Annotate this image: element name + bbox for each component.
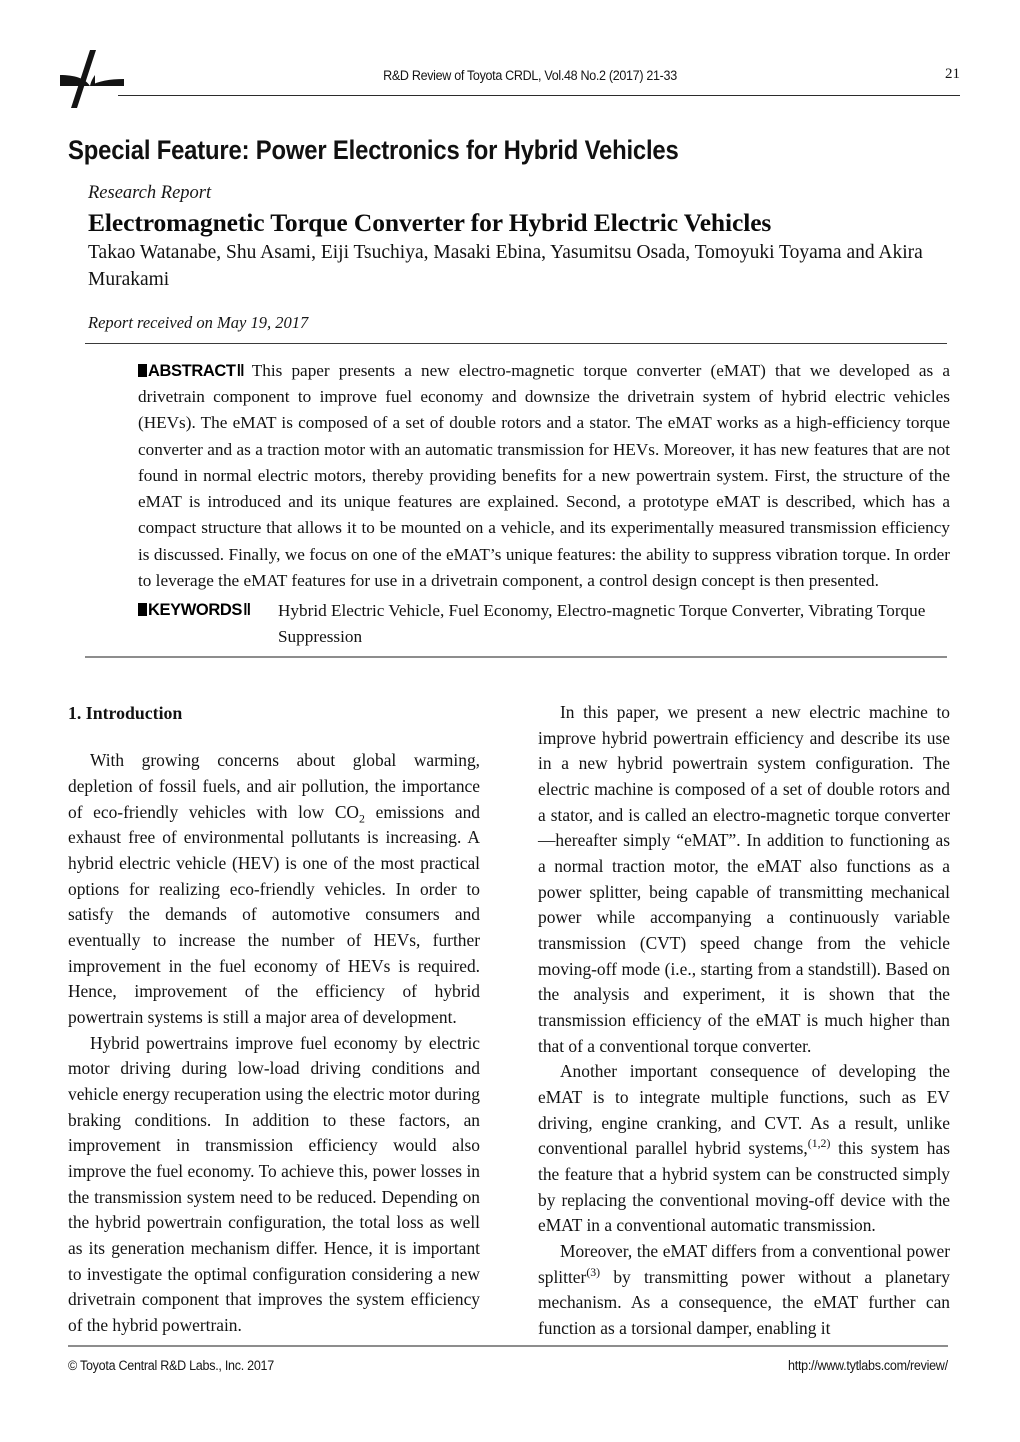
keywords-label-text: KEYWORDS	[148, 601, 242, 619]
abstract-square-icon	[138, 364, 147, 377]
subscript: 2	[359, 811, 365, 826]
footer-rule	[68, 1345, 948, 1347]
abstract-text: This paper presents a new electro-magnetic torque converter (eMAT) that we developed as a drivetrain component to improve fuel economy and downsize the drivetrain system of hybrid electric vehicles (HEVs). The eMAT is composed of a set of double rotors and a stator. The eMAT works as a high-efficiency torque converter and as a traction motor with an automatic transmission for HEVs. Moreover, it has new features that are not found in normal electric motors, thereby providing benefits for a new powertrain system. First, the structure of the eMAT is introduced and its unique features are explained. Second, a prototype eMAT is described, which has a compact structure that allows it to be mounted on a vehicle, and its experimentally measured transmission efficiency is discussed. Finally, we focus on one of the eMAT’s unique features: the ability to suppress vibration torque. In order to leverage the eMAT features for use in a drivetrain component, a control design concept is then presented.	[138, 361, 950, 590]
running-head-rule	[118, 95, 960, 96]
section-heading-introduction: 1. Introduction	[68, 703, 183, 723]
abstract-paragraph	[138, 358, 950, 594]
paragraph-text-3: In this paper, we present a new electric machine to improve hybrid powertrain efficiency and describe its use in a new hybrid powertrain system configuration. The electric machine is composed of a set of double rotors and a stator, and is called an electro-magnetic torque converter—hereafter simply “eMAT”. In addition to functioning as a normal traction motor, the eMAT also functions as a power splitter, being capable of transmitting mechanical power while accompanying a continuously variable transmission (CVT) speed change from the vehicle moving-off mode (i.e., starting from a standstill). Based on the analysis and experiment, it is shown that the transmission efficiency of the eMAT is much higher than that of a conventional torque converter.	[538, 702, 950, 1056]
abstract-bottom-rule	[85, 656, 947, 658]
reference-marker: (3)	[586, 1264, 601, 1279]
body-column-left	[68, 700, 480, 1339]
paragraph	[538, 1059, 950, 1239]
abstract-block	[138, 358, 950, 594]
paragraph	[68, 748, 480, 1030]
abstract-bars-icon: ‖	[236, 362, 243, 380]
abstract-label	[138, 362, 243, 380]
article-type-label: Research Report	[88, 183, 212, 203]
copyright-notice: © Toyota Central R&D Labs., Inc. 2017	[68, 1358, 274, 1373]
keywords-label	[138, 598, 278, 623]
page-number: 21	[945, 66, 960, 82]
keywords-block	[138, 598, 950, 650]
reference-marker: (1,2)	[807, 1136, 831, 1151]
paragraph	[68, 1031, 480, 1339]
paragraph	[538, 1239, 950, 1342]
keywords-square-icon	[138, 603, 147, 616]
paragraph-text-4: Another important consequence of developing the eMAT is to integrate multiple functions, such as EV driving, engine cranking, and CVT. As a result, unlike conventional parallel hybrid systems,$^{(1,2)}$ this system has the feature that a hybrid system can be constructed simply by replacing the conventional moving-off device with the eMAT in a conventional automatic transmission.	[538, 1061, 950, 1236]
author-list: Takao Watanabe, Shu Asami, Eiji Tsuchiya, Masaki Ebina, Yasumitsu Osada, Tomoyuki Toyama and Akira Murakami	[88, 242, 923, 290]
abstract-top-rule	[85, 343, 947, 344]
abstract-label-text: ABSTRACT	[148, 362, 236, 380]
page-title: Electromagnetic Torque Converter for Hybrid Electric Vehicles	[88, 208, 772, 237]
paragraph-text-1: With growing concerns about global warming, depletion of fossil fuels, and air pollution, the importance of eco-friendly vehicles with low $CO_2$ emissions and exhaust free of environmental pollutants is increasing. A hybrid electric vehicle (HEV) is one of the most practical options for realizing eco-friendly vehicles. In order to satisfy the demands of automotive consumers and eventually to increase the number of HEVs, further improvement in the fuel economy of HEVs is required. Hence, improvement of the efficiency of hybrid powertrain systems is still a major area of development.	[68, 750, 480, 1027]
received-date: Report received on May 19, 2017	[88, 313, 309, 332]
special-feature-heading: Special Feature: Power Electronics for Hybrid Vehicles	[68, 135, 679, 165]
keywords-bars-icon: ‖	[242, 601, 250, 619]
running-head-citation: R&D Review of Toyota CRDL, Vol.48 No.2 (2017) 21-33	[383, 68, 677, 83]
paragraph	[538, 700, 950, 1059]
keywords-text: Hybrid Electric Vehicle, Fuel Economy, Electro-magnetic Torque Converter, Vibrating Torque Suppression	[278, 601, 926, 647]
paragraph-text-2: Hybrid powertrains improve fuel economy by electric motor driving during low-load driving conditions and vehicle energy recuperation using the electric motor during braking conditions. In addition to these factors, an improvement in transmission efficiency would also improve the fuel economy. To achieve this, power losses in the transmission system need to be reduced. Depending on the hybrid powertrain configuration, the total loss as well as its generation mechanism differ. Hence, it is important to investigate the optimal configuration considering a new drivetrain component that improves the system efficiency of the hybrid powertrain.	[68, 1032, 480, 1336]
tytlabs-mark-icon	[60, 48, 126, 110]
paragraph-text-5: Moreover, the eMAT differs from a conventional power splitter$^{(3)}$ by transmitting power without a planetary mechanism. As a consequence, the eMAT further can function as a torsional damper, enabling it	[538, 1241, 950, 1339]
journal-url[interactable]: http://www.tytlabs.com/review/	[788, 1358, 948, 1373]
body-column-right	[538, 700, 950, 1342]
running-head	[60, 62, 960, 96]
